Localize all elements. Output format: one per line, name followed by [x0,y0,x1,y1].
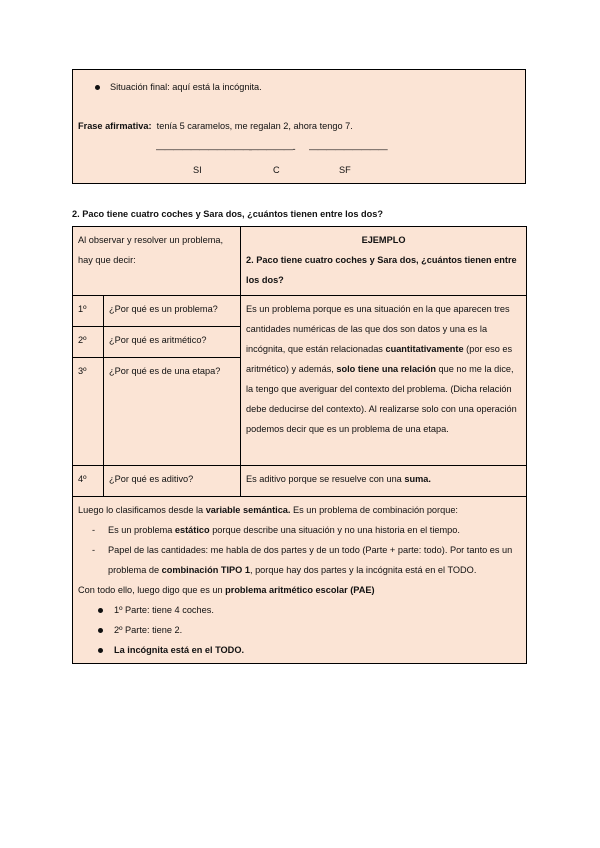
bullet-dot-icon [98,648,103,653]
label-sf: SF [339,165,351,175]
row-number: 1º [73,296,104,327]
analysis-table [72,226,527,664]
row-question: ¿Por qué es de una etapa? [104,358,241,466]
answer-additive: Es aditivo porque se resuelve con una suma. [241,466,527,497]
pae-paragraph: Con todo ello, luego digo que es un problema aritmético escolar (PAE) [78,585,375,595]
row-number: 4º [73,466,104,497]
dash-sf: ————————— [309,144,388,154]
semantic-variable-paragraph: Luego lo clasificamos desde la variable semántica. Es un problema de combinación porque: [78,505,458,515]
table-row [73,296,527,327]
row-number: 3º [73,358,104,466]
row-question: ¿Por qué es un problema? [104,296,241,327]
classification-section [73,497,527,664]
row-question: ¿Por qué es aditivo? [104,466,241,497]
question-title: 2. Paco tiene cuatro coches y Sara dos, ¿cuántos tienen entre los dos? [72,209,383,219]
label-c: C [273,165,280,175]
table-footer-row [73,497,527,664]
previous-example-box [72,69,526,184]
label-si: SI [193,165,202,175]
list-item: - Es un problema estático porque describe una situación y no una historia en el tiempo. [92,525,460,535]
header-left: Al observar y resolver un problema, hay que decir: [73,227,241,296]
affirmative-sentence: Frase afirmativa: tenía 5 caramelos, me regalan 2, ahora tengo 7. [78,121,353,131]
table-row [73,466,527,497]
bullet-dot-icon [95,85,100,90]
example-title: EJEMPLO [361,235,406,245]
row-number: 2º [73,327,104,358]
dash-si: ——————————— [156,144,252,154]
bullet-dot-icon [98,608,103,613]
dash-c: —————- [249,144,295,154]
list-item: - Papel de las cantidades: me habla de dos partes y de un todo (Parte + parte: todo). Por tanto es un problema de combinación TIPO 1, porque hay dos partes y la incógnita está en el TODO. [92,545,513,575]
answer-problem: Es un problema porque es una situación en la que aparecen tres cantidades numéricas de las que dos son datos y una es la incógnita, que están relacionadas cuantitativamente (por eso es aritmético) y además, solo tiene una relación que no me la dice, la tengo que averiguar del contexto del problema. (Dicha relación debe deducirse del contexto). Al realizarse solo con una operación podemos decir que es un problema de una etapa. [241,296,527,466]
list-item: 1º Parte: tiene 4 coches. [78,600,521,620]
table-header-row [73,227,527,296]
header-right [241,227,527,296]
example-question: 2. Paco tiene cuatro coches y Sara dos, ¿cuántos tienen entre los dos? [246,255,517,285]
bullet-final-situation: Situación final: aquí está la incógnita. [95,82,262,92]
list-item: 2º Parte: tiene 2. [78,620,521,640]
bullet-dot-icon [98,628,103,633]
list-item: La incógnita está en el TODO. [78,640,521,660]
row-question: ¿Por qué es aritmético? [104,327,241,358]
